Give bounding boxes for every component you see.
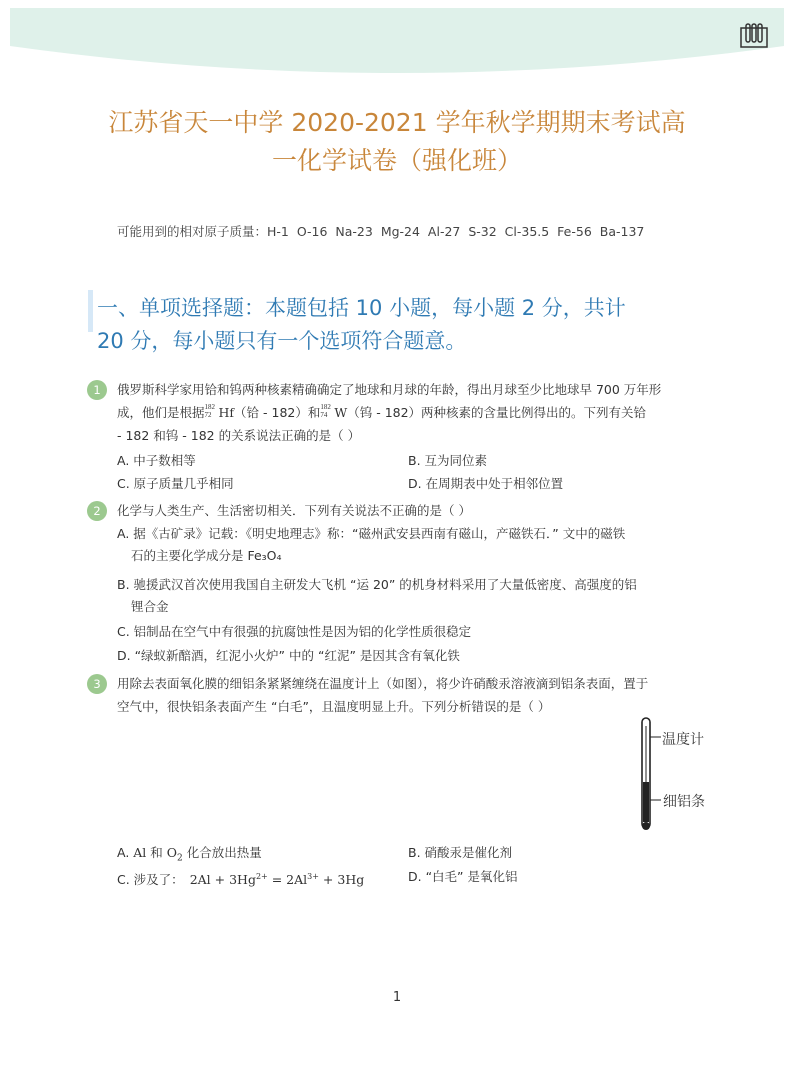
header-banner: [10, 8, 784, 80]
exam-title-line1: 江苏省天一中学 2020-2021 学年秋学期期末考试高: [108, 108, 686, 137]
q3-a-mid: 和: [146, 845, 167, 860]
q3-option-d[interactable]: D. “白毛” 是氧化铝: [408, 869, 518, 884]
section-heading-line1: 一、单项选择题：本题包括 10 小题，每小题 2 分，共计: [97, 296, 626, 320]
q1-line2: [117, 401, 717, 424]
w-mass-number: 182: [320, 403, 331, 411]
q3-c-charge-1: 2+: [255, 872, 268, 881]
section-accent-bar: [88, 290, 93, 332]
q2-option-a-line1: A. 据《古矿录》记载：《明史地理志》称：“磁州武安县西南有磁山，产磁铁石．” 文中的磁铁: [117, 526, 626, 541]
q3-a-o-subscript: 2: [177, 853, 183, 864]
q1-line2-a: 成，他们是根据: [117, 405, 205, 420]
q1-line2-c: （钨 - 182）两种核素的含量比例得出的。下列有关铪: [347, 405, 647, 420]
hf-mass-number: 182: [204, 403, 216, 411]
q3-a-prefix: A.: [117, 845, 134, 860]
q2-option-c[interactable]: C. 铝制品在空气中有很强的抗腐蚀性是因为铝的化学性质很稳定: [117, 624, 472, 639]
q1-option-b[interactable]: B. 互为同位素: [408, 453, 488, 468]
q3-option-c[interactable]: [117, 866, 364, 891]
q2-option-a[interactable]: [117, 523, 625, 567]
q1-option-a[interactable]: A. 中子数相等: [117, 453, 196, 468]
q3-c-equation-b: = 2Al: [267, 872, 308, 888]
w-symbol: W: [334, 405, 348, 420]
w-atomic-number: 74: [320, 411, 328, 419]
question-3-stem: [117, 672, 717, 718]
exam-title-line2: 一化学试卷（强化班）: [271, 146, 522, 175]
q2-option-b-line1: B. 驰援武汉首次使用我国自主研发大飞机 “运 20” 的机身材料采用了大量低密度、高强度的铝: [117, 577, 637, 592]
q3-line2: 空气中，很快铝条表面产生 “白毛”，且温度明显上升。下列分析错误的是（ ）: [117, 699, 551, 714]
q3-option-b[interactable]: B. 硝酸汞是催化剂: [408, 845, 513, 860]
q3-a-post: 化合放出热量: [182, 845, 262, 860]
q3-c-equation-c: + 3Hg: [318, 872, 365, 888]
q2-option-a-line2: 石的主要化学成分是 Fe₃O₄: [131, 548, 282, 563]
test-tubes-icon: [740, 22, 768, 48]
question-1-stem: [117, 378, 717, 447]
q1-line3: - 182 和钨 - 182 的关系说法正确的是（ ）: [117, 428, 361, 443]
label-thermometer: 温度计: [662, 732, 704, 748]
question-number-badge: 3: [87, 674, 107, 694]
hf-symbol: Hf: [218, 405, 235, 420]
page-number: 1: [392, 990, 402, 1005]
hf-nuclide: [205, 403, 219, 419]
label-aluminum-strip: 细铝条: [663, 794, 705, 810]
q1-option-d[interactable]: D. 在周期表中处于相邻位置: [408, 476, 564, 491]
q1-option-c[interactable]: C. 原子质量几乎相同: [117, 476, 234, 491]
q1-line1: 俄罗斯科学家用铪和钨两种核素精确确定了地球和月球的年龄，得出月球至少比地球早 700 万年形: [117, 382, 662, 397]
q3-c-equation-a: 2Al + 3Hg: [189, 872, 256, 888]
q3-line1: 用除去表面氧化膜的细铝条紧紧缠绕在温度计上（如图），将少许硝酸汞溶液滴到铝条表面，置于: [117, 676, 649, 691]
q2-option-b-line2: 锂合金: [131, 599, 169, 614]
q3-c-charge-2: 3+: [307, 872, 319, 881]
q2-option-d[interactable]: D. “绿蚁新醅酒，红泥小火炉” 中的 “红泥” 是因其含有氧化铁: [117, 648, 460, 663]
w-nuclide: [320, 403, 334, 419]
question-2-stem: 化学与人类生产、生活密切相关．下列有关说法不正确的是（ ）: [117, 503, 471, 518]
q2-option-b[interactable]: [117, 574, 637, 618]
exam-title: [0, 104, 794, 180]
atomic-masses: 可能用到的相对原子质量：H-1 O-16 Na-23 Mg-24 Al-27 S-32 Cl-35.5 Fe-56 Ba-137: [117, 224, 645, 239]
question-number-badge: 2: [87, 501, 107, 521]
q3-c-prefix: C. 涉及了：: [117, 872, 184, 888]
section-heading-line2: 20 分，每小题只有一个选项符合题意。: [97, 329, 467, 353]
q3-a-o: O: [166, 845, 178, 860]
thermometer-diagram: [635, 716, 665, 836]
section-heading: [97, 292, 717, 358]
q3-a-al: Al: [133, 845, 147, 860]
hf-atomic-number: 72: [204, 411, 212, 419]
question-number-badge: 1: [87, 380, 107, 400]
q1-line2-b: （铪 - 182）和: [234, 405, 321, 420]
